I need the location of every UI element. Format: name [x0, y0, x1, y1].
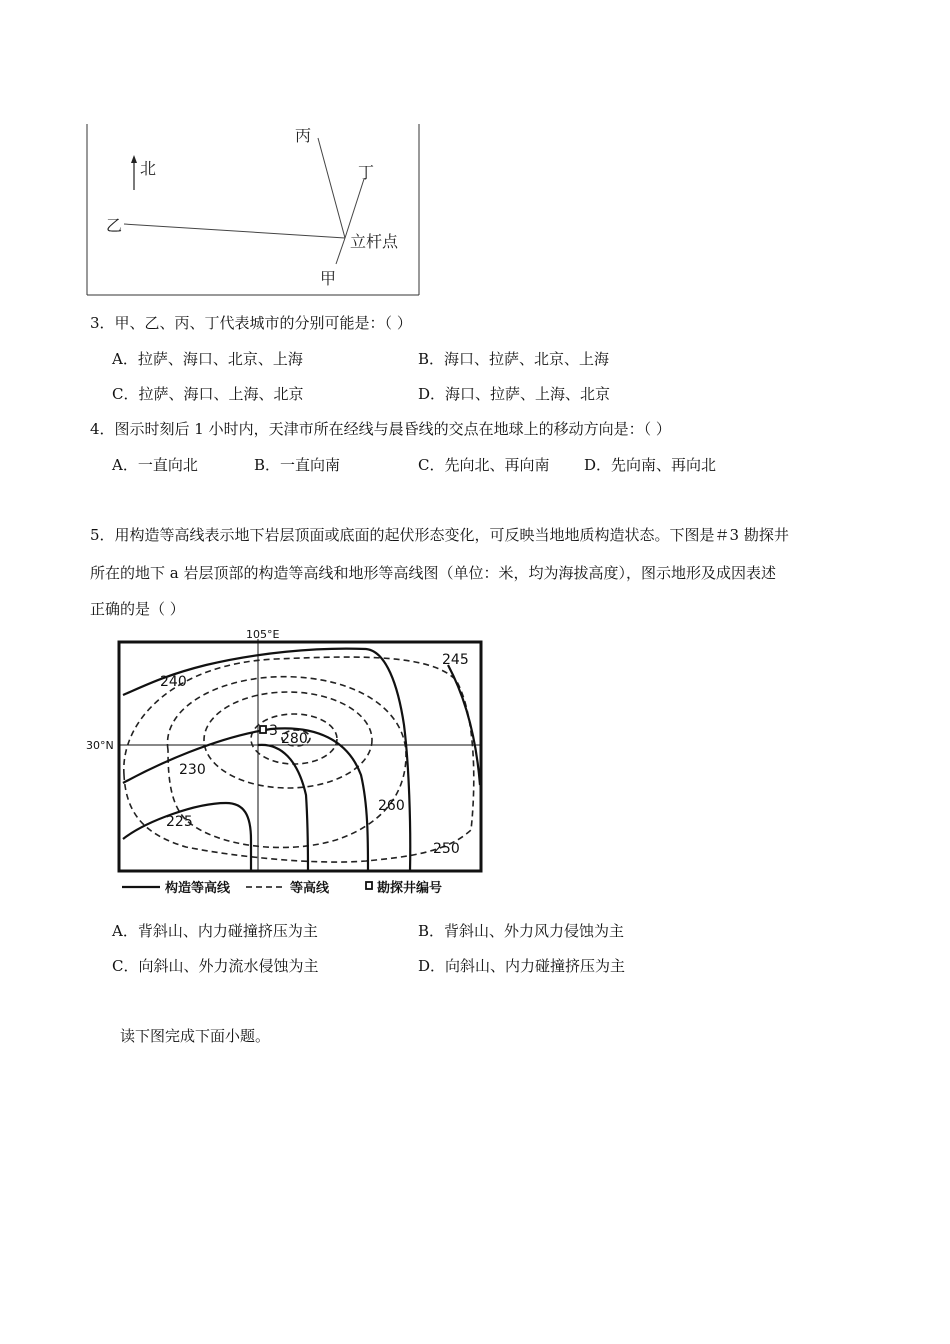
question-4-option-c[interactable]: C．先向北、再向南: [418, 456, 550, 474]
question-3-stem: 3．甲、乙、丙、丁代表城市的分别可能是：（ ）: [90, 314, 412, 332]
question-3-option-b[interactable]: B．海口、拉萨、北京、上海: [418, 350, 610, 368]
shadow-line-jia: [336, 238, 345, 264]
question-3-option-a[interactable]: A．拉萨、海口、北京、上海: [112, 350, 303, 368]
next-section-instruction: 读下图完成下面小题。: [120, 1027, 271, 1045]
label-ding: 丁: [358, 163, 375, 182]
question-4-stem: 4．图示时刻后 1 小时内，天津市所在经线与晨昏线的交点在地球上的移动方向是：（ ）: [90, 420, 671, 438]
label-bing: 丙: [295, 126, 312, 145]
shadow-line-yi: [124, 224, 345, 238]
legend-well-icon: [366, 882, 372, 889]
contour-label-245: 245: [442, 652, 469, 668]
north-arrow-icon: [131, 155, 137, 190]
question-5-option-d[interactable]: D．向斜山、内力碰撞挤压为主: [418, 957, 626, 975]
question-4-option-b[interactable]: B．一直向南: [254, 456, 341, 474]
structural-contour-map: [86, 625, 490, 900]
label-yi: 乙: [106, 216, 123, 235]
contour-label-280: 280: [281, 731, 308, 747]
contour-label-250: 250: [433, 841, 460, 857]
legend-structural-contour: 构造等高线: [165, 881, 231, 896]
question-5-option-c[interactable]: C．向斜山、外力流水侵蚀为主: [112, 957, 319, 975]
question-3-option-c[interactable]: C．拉萨、海口、上海、北京: [112, 385, 304, 403]
structural-contour-245: [448, 665, 480, 785]
shadow-line-bing: [318, 138, 345, 238]
north-label: 北: [140, 159, 157, 178]
shadow-line-ding: [345, 179, 364, 238]
question-5-option-a[interactable]: A．背斜山、内力碰撞挤压为主: [112, 922, 318, 940]
well-number-label: 3: [269, 723, 278, 739]
question-5-stem-line-2: 所在的地下 a 岩层顶部的构造等高线和地形等高线图（单位：米，均为海拔高度），图示地形及成因表述: [90, 564, 776, 582]
contour-label-225: 225: [166, 814, 193, 830]
legend-topographic-contour: 等高线: [290, 881, 330, 896]
question-3-option-d[interactable]: D．海口、拉萨、上海、北京: [418, 385, 611, 403]
contour-label-230: 230: [179, 762, 206, 778]
label-pole-point: 立杆点: [350, 232, 399, 251]
structural-contour-230: [123, 728, 368, 871]
question-5-stem-line-3: 正确的是（ ）: [90, 600, 185, 618]
label-jia: 甲: [320, 269, 337, 288]
longitude-label: 105°E: [246, 628, 280, 641]
latitude-label: 30°N: [86, 739, 114, 752]
legend-well-number: 勘探井编号: [377, 881, 443, 896]
question-4-option-d[interactable]: D．先向南、再向北: [584, 456, 717, 474]
contour-label-260: 260: [378, 798, 405, 814]
contour-label-240: 240: [160, 674, 187, 690]
question-5-stem-line-1: 5．用构造等高线表示地下岩层顶面或底面的起伏形态变化，可反映当地地质构造状态。下图是＃3 勘探井: [90, 526, 789, 544]
sun-shadow-diagram: [86, 124, 420, 296]
map-legend: [122, 880, 442, 896]
question-4-option-a[interactable]: A．一直向北: [112, 456, 198, 474]
question-5-option-b[interactable]: B．背斜山、外力风力侵蚀为主: [418, 922, 625, 940]
well-marker-icon: [260, 726, 266, 733]
